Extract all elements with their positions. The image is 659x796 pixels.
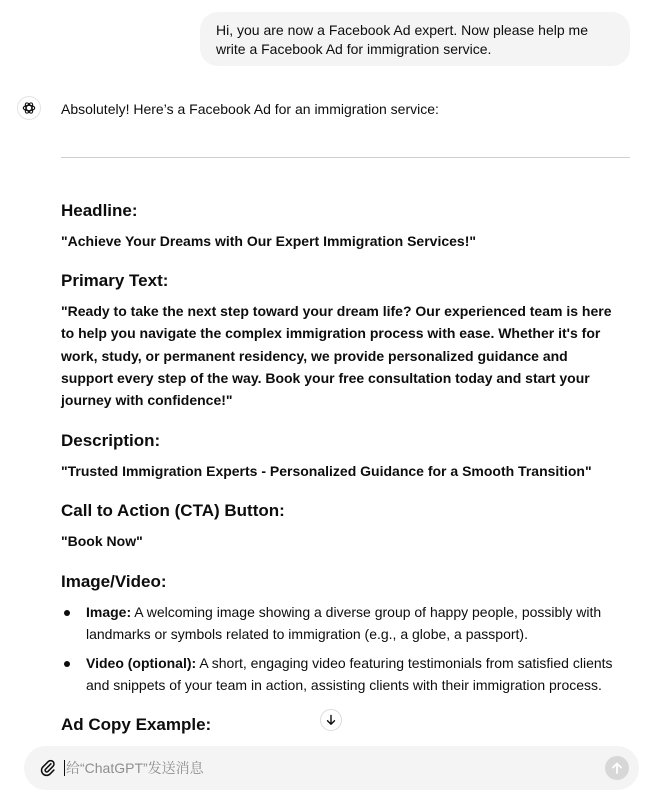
image-video-heading: Image/Video: [61, 572, 167, 591]
description-heading: Description: [61, 431, 161, 450]
bullet-marker [64, 661, 70, 667]
paperclip-icon[interactable] [38, 758, 58, 778]
openai-logo-icon [21, 100, 37, 116]
text-cursor [64, 760, 65, 776]
primary-text-body: "Ready to take the next step toward your dream life? Our experienced team is here to help you navigate the complex immigration process with ease. Whether it's for work, study, or permanent residency, we provide personalized guidance and support every step of the way. Book your free consultation today and start your journey with confidence!" [61, 303, 612, 409]
list-item-video [86, 652, 626, 696]
send-button[interactable] [605, 756, 629, 780]
bullet-marker [64, 610, 70, 616]
description-text: "Trusted Immigration Experts - Personalized Guidance for a Smooth Transition" [61, 463, 592, 479]
ad-copy-heading: Ad Copy Example: [61, 715, 212, 734]
user-message-text: Hi, you are now a Facebook Ad expert. Now please help me write a Facebook Ad for immigration service. [216, 22, 588, 57]
arrow-down-icon [325, 714, 337, 726]
primary-text-heading: Primary Text: [61, 271, 169, 290]
message-input[interactable] [66, 758, 586, 778]
headline-heading: Headline: [61, 201, 138, 220]
cta-text: "Book Now" [61, 533, 143, 549]
arrow-up-icon [610, 761, 624, 775]
assistant-avatar [17, 96, 41, 120]
list-item-label: Image: [86, 604, 132, 620]
list-item-text: A welcoming image showing a diverse group of happy people, possibly with landmarks or symbols related to immigration (e.g., a globe, a passport). [86, 604, 602, 642]
headline-text: "Achieve Your Dreams with Our Expert Immigration Services!" [61, 233, 477, 249]
cta-heading: Call to Action (CTA) Button: [61, 501, 285, 520]
message-composer [24, 746, 639, 790]
divider [61, 157, 630, 158]
list-item-image [86, 601, 626, 645]
scroll-to-bottom-button[interactable] [320, 709, 342, 731]
assistant-intro-text: Absolutely! Here’s a Facebook Ad for an immigration service: [61, 101, 439, 117]
list-item-text: A short, engaging video featuring testimonials from satisfied clients and snippets of your team in action, assisting clients with their immigration process. [86, 655, 613, 693]
user-message-bubble [200, 12, 630, 66]
list-item-label: Video (optional): [86, 655, 197, 671]
